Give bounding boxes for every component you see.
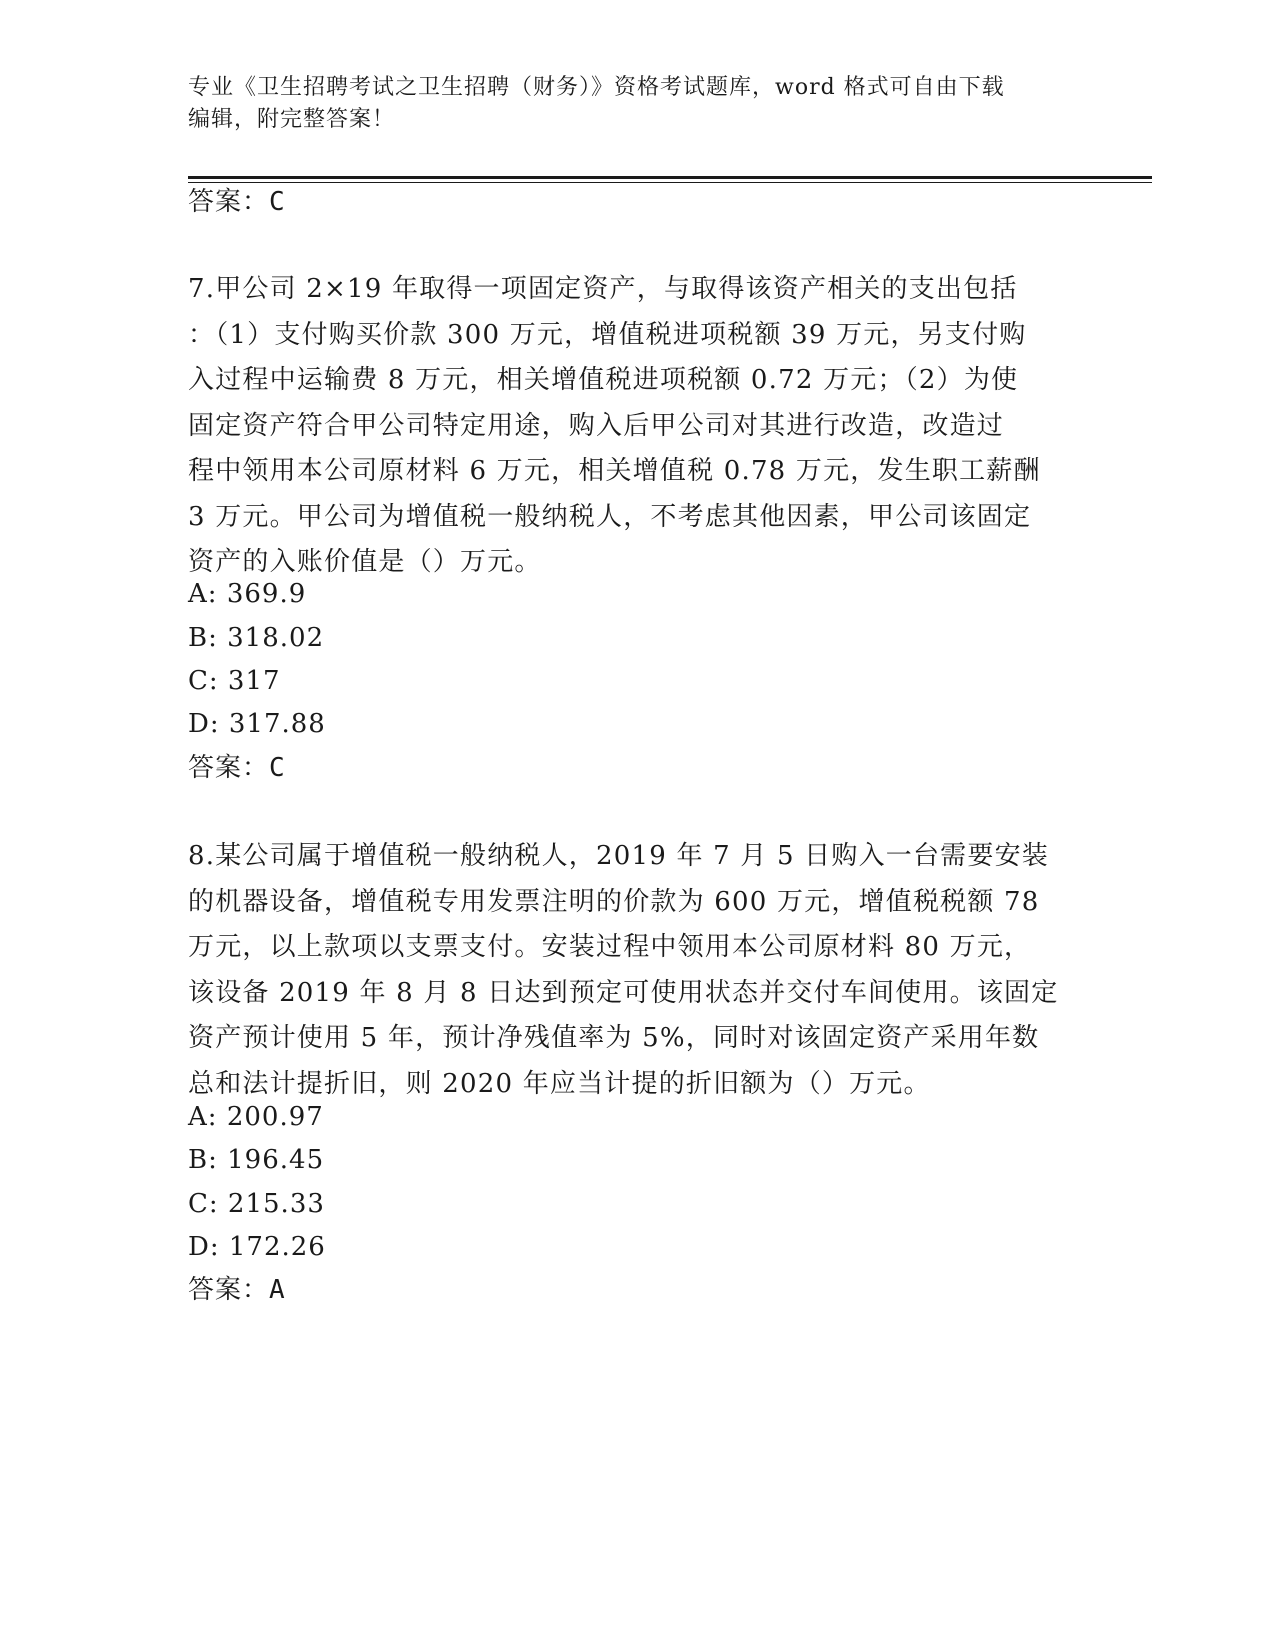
option-label: C: [188,666,219,696]
option-value: 317 [227,666,281,696]
header-divider-thick [188,176,1152,179]
option-label: C: [188,1189,219,1219]
question-line: 该设备 2019 年 8 月 8 日达到预定可使用状态并交付车间使用。该固定 [188,977,1059,1008]
question-8-text [188,834,1068,1107]
option-value: 369.9 [226,579,307,609]
option-label: D: [188,1232,220,1262]
option-label: B: [188,1145,218,1175]
question-line: 3 万元。甲公司为增值税一般纳税人，不考虑其他因素，甲公司该固定 [188,501,1032,532]
question-7-option-c [188,661,281,701]
question-line: 程中领用本公司原材料 6 万元，相关增值税 0.78 万元，发生职工薪酬 [188,456,1041,486]
previous-answer [188,182,286,222]
question-8-option-a [188,1097,324,1137]
option-value: 200.97 [226,1102,324,1132]
question-7-text [188,267,1068,586]
header-divider-thin [188,182,1152,183]
question-line: 资产的入账价值是（）万元。 [188,547,542,577]
question-8-option-d [188,1227,326,1267]
answer-label: 答案： [188,187,270,217]
option-label: B: [188,623,218,653]
question-line: 8.某公司属于增值税一般纳税人，2019 年 7 月 5 日购入一台需要安装 [188,841,1049,871]
option-label: D: [188,709,220,739]
question-line: 的机器设备，增值税专用发票注明的价款为 600 万元，增值税税额 78 [188,886,1040,917]
question-8-option-c [188,1184,325,1224]
option-value: 317.88 [228,709,326,739]
answer-value: C [269,187,286,217]
document-header: 专业《卫生招聘考试之卫生招聘（财务）》资格考试题库，word 格式可自由下载 编辑，附完整答案！ [188,75,1005,132]
question-line: ：（1）支付购买价款 300 万元，增值税进项税额 39 万元，另支付购 [188,319,1027,350]
answer-label: 答案： [188,1275,270,1305]
option-value: 196.45 [227,1145,325,1175]
question-7-option-d [188,704,326,744]
question-line: 总和法计提折旧，则 2020 年应当计提的折旧额为（）万元。 [188,1068,931,1099]
option-value: 215.33 [227,1189,325,1219]
answer-value: C [269,753,286,783]
option-value: 318.02 [227,623,325,653]
question-line: 固定资产符合甲公司特定用途，购入后甲公司对其进行改造，改造过 [188,410,1005,441]
question-line: 万元，以上款项以支票支付。安装过程中领用本公司原材料 80 万元， [188,932,1032,962]
option-value: 172.26 [228,1232,326,1262]
answer-label: 答案： [188,753,270,783]
question-8-answer [188,1270,286,1310]
question-line: 7.甲公司 2×19 年取得一项固定资产，与取得该资产相关的支出包括 [188,274,1018,304]
option-label: A: [188,579,218,609]
question-7-option-b [188,618,324,658]
question-8-option-b [188,1140,324,1180]
answer-value: A [269,1275,286,1305]
question-7-option-a [188,574,306,614]
question-line: 资产预计使用 5 年，预计净残值率为 5%，同时对该固定资产采用年数 [188,1023,1040,1053]
option-label: A: [188,1102,218,1132]
question-7-answer [188,748,286,788]
question-line: 入过程中运输费 8 万元，相关增值税进项税额 0.72 万元；（2）为使 [188,365,1019,395]
